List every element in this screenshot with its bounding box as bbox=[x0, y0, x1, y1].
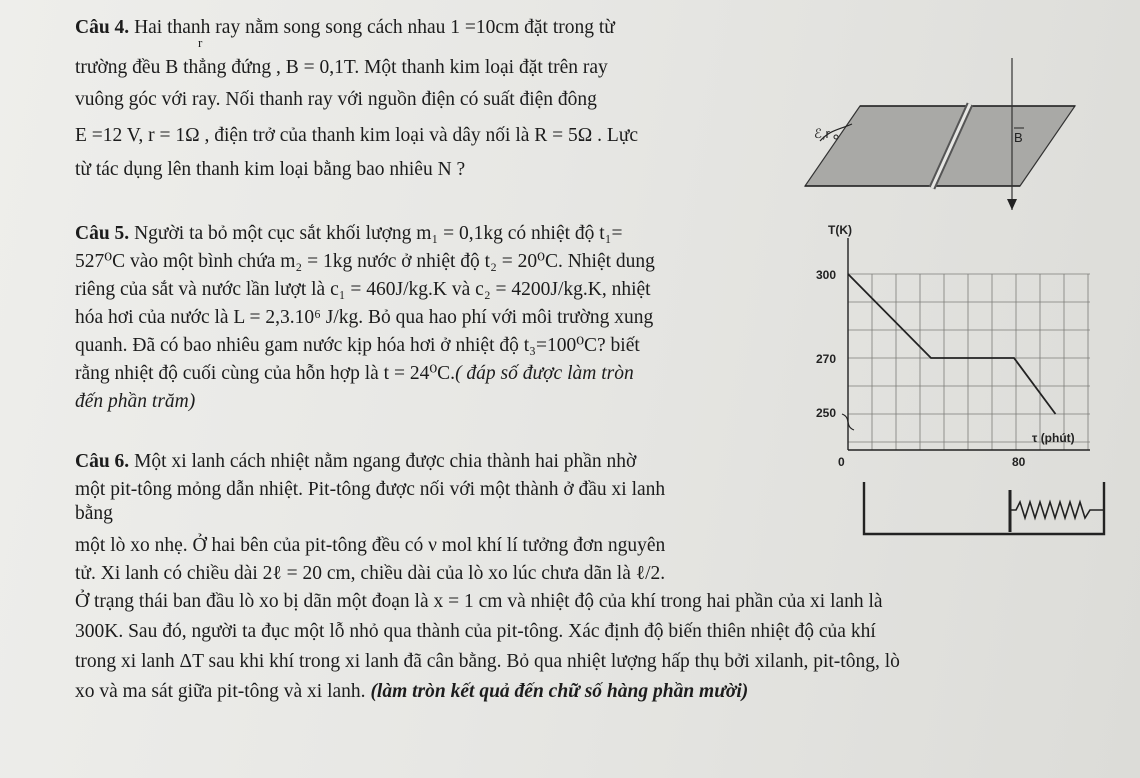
q6-line-6: Ở trạng thái ban đầu lò xo bị dãn một đoạn là x = 1 cm và nhiệt độ của khí trong hai phần của xi lanh là bbox=[75, 591, 883, 612]
q6-italic-9: (làm tròn kết quả đến chữ số hàng phần mười) bbox=[370, 681, 749, 702]
x-tick-0: 0 bbox=[838, 455, 845, 469]
temperature-chart bbox=[800, 218, 1140, 474]
q6-line-9 bbox=[75, 680, 748, 704]
source-terminal bbox=[834, 135, 838, 139]
q5-text-6: rằng nhiệt độ cuối cùng của hỗn hợp là t = 24⁰C. bbox=[75, 363, 456, 384]
q5-italic-6: ( đáp số được làm tròn bbox=[455, 363, 634, 384]
q6-line-5: tử. Xi lanh có chiều dài 2ℓ = 20 cm, chiều dài của lò xo lúc chưa dãn là ℓ/2. bbox=[75, 563, 666, 584]
cylinder-figure bbox=[860, 478, 1120, 538]
q6-text-1: Một xi lanh cách nhiệt nằm ngang được chia thành hai phần nhờ bbox=[134, 451, 637, 472]
spring bbox=[1010, 502, 1104, 518]
x-tick-80: 80 bbox=[1012, 455, 1026, 469]
field-arrow-head bbox=[1007, 199, 1017, 210]
rails-figure-svg bbox=[790, 58, 1090, 218]
q6-line-7: 300K. Sau đó, người ta đục một lỗ nhỏ qua thành của pit-tông. Xác định độ biến thiên nhiệt độ của khí bbox=[75, 621, 876, 642]
q4-line-2: trường đều B thẳng đứng , B = 0,1T. Một thanh kim loại đặt trên ray bbox=[75, 57, 608, 78]
q6-line-1 bbox=[75, 450, 636, 474]
q4-line-4: E =12 V, r = 1Ω , điện trở của thanh kim loại và dây nối là R = 5Ω . Lực bbox=[75, 125, 639, 146]
cylinder-figure-svg bbox=[860, 478, 1120, 538]
source-label: ℰ,r bbox=[814, 126, 830, 141]
q6-line-3: bằng bbox=[75, 503, 113, 524]
chart-grid bbox=[848, 274, 1090, 450]
q5-line-5: quanh. Đã có bao nhiêu gam nước kịp hóa hơi ở nhiệt độ t₃=100⁰C? biết bbox=[75, 335, 640, 356]
q4-line-5: từ tác dụng lên thanh kim loại bằng bao nhiêu N ? bbox=[75, 159, 466, 180]
y-tick-270: 270 bbox=[816, 352, 837, 366]
q6-label: Câu 6. bbox=[75, 451, 130, 472]
q4-line-3: vuông góc với ray. Nối thanh ray với nguồn điện có suất điện đông bbox=[75, 89, 597, 110]
q6-line-8: trong xi lanh ΔT sau khi khí trong xi lanh đã cân bằng. Bỏ qua nhiệt lượng hấp thụ bởi xilanh, pit-tông, lò bbox=[75, 651, 900, 672]
q5-line-4: hóa hơi của nước là L = 2,3.10⁶ J/kg. Bỏ qua hao phí với môi trường xung bbox=[75, 307, 654, 328]
y-axis-label: T(K) bbox=[828, 223, 852, 237]
q6-line-4: một lò xo nhẹ. Ở hai bên của pit-tông đều có ν mol khí lí tưởng đơn nguyên bbox=[75, 535, 666, 556]
x-axis-label: τ (phút) bbox=[1032, 431, 1075, 445]
temperature-chart-svg bbox=[800, 218, 1140, 474]
field-label: B bbox=[1014, 130, 1023, 145]
q6-line-2: một pit-tông mỏng dẫn nhiệt. Pit-tông được nối với một thành ở đầu xi lanh bbox=[75, 479, 666, 500]
q5-line-3: riêng của sắt và nước lần lượt là c₁ = 460J/kg.K và c₂ = 4200J/kg.K, nhiệt bbox=[75, 279, 651, 300]
q6-text-9: xo và ma sát giữa pit-tông và xi lanh. bbox=[75, 681, 366, 702]
q5-line-6 bbox=[75, 362, 634, 386]
q5-line-1 bbox=[75, 222, 623, 246]
rails-figure bbox=[790, 58, 1090, 218]
q5-line-2: 527⁰C vào một bình chứa m₂ = 1kg nước ở nhiệt độ t₂ = 20⁰C. Nhiệt dung bbox=[75, 251, 655, 272]
temperature-series-line bbox=[848, 274, 1056, 414]
q5-line-7: đến phần trăm) bbox=[75, 391, 196, 412]
q4-line-1 bbox=[75, 16, 615, 40]
q5-label: Câu 5. bbox=[75, 223, 130, 244]
vector-arrow-mark: r bbox=[198, 35, 203, 50]
q4-label: Câu 4. bbox=[75, 17, 130, 38]
q4-text-1: Hai thanh ray nằm song song cách nhau 1 =10cm đặt trong từ bbox=[134, 17, 615, 38]
y-tick-250: 250 bbox=[816, 406, 837, 420]
q5-text-1: Người ta bỏ một cục sắt khối lượng m₁ = 0,1kg có nhiệt độ t₁= bbox=[134, 223, 623, 244]
y-tick-300: 300 bbox=[816, 268, 837, 282]
